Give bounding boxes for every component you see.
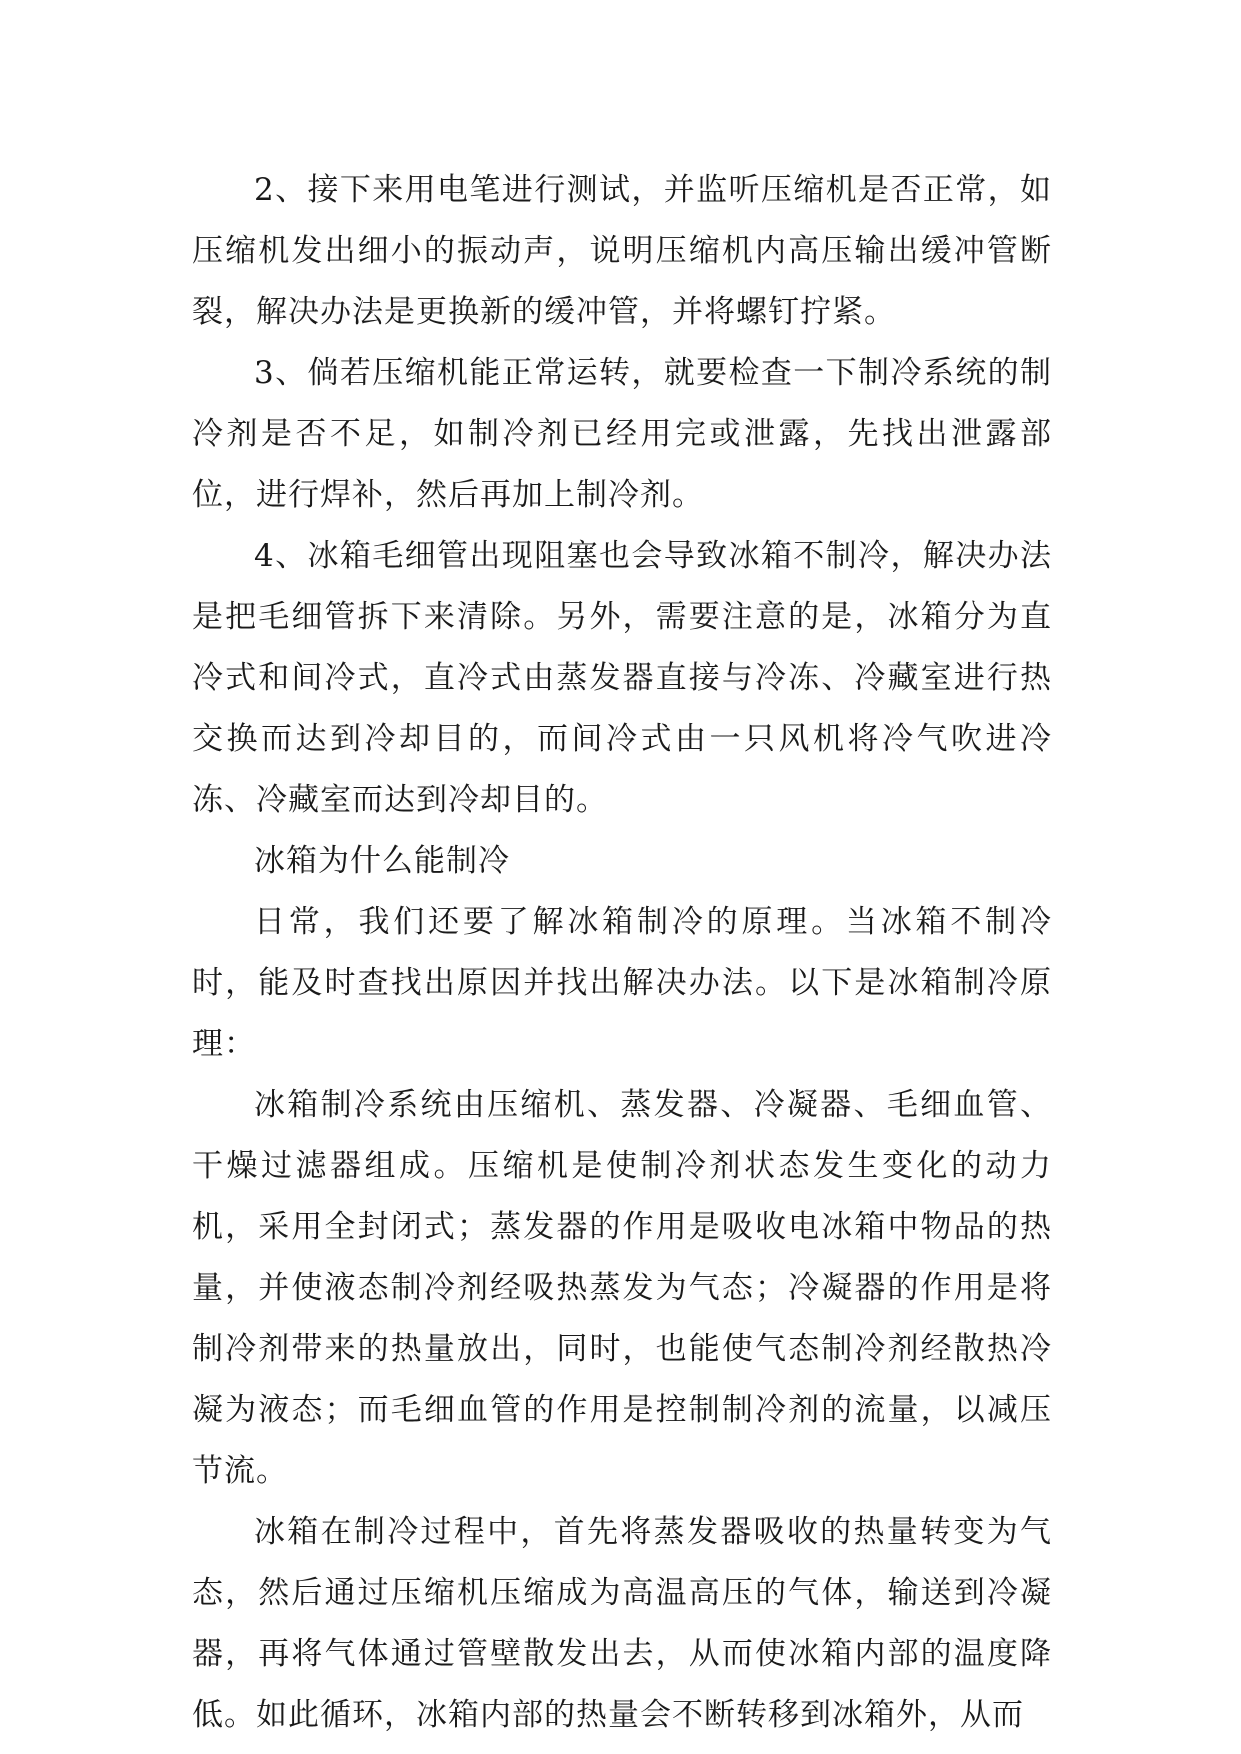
paragraph-refrigerant-check: 3、倘若压缩机能正常运转，就要检查一下制冷系统的制冷剂是否不足，如制冷剂已经用完或泄露，先找出泄露部位，进行焊补，然后再加上制冷剂。 [192, 355, 1052, 513]
paragraph-capillary-blockage: 4、冰箱毛细管出现阻塞也会导致冰箱不制冷，解决办法是把毛细管拆下来清除。另外，需要注意的是，冰箱分为直冷式和间冷式，直冷式由蒸发器直接与冷冻、冷藏室进行热交换而达到冷却目的，而间冷式由一只风机将冷气吹进冷冻、冷藏室而达到冷却目的。 [192, 538, 1052, 818]
paragraph-compressor-test: 2、接下来用电笔进行测试，并监听压缩机是否正常，如压缩机发出细小的振动声，说明压缩机内高压输出缓冲管断裂，解决办法是更换新的缓冲管，并将螺钉拧紧。 [192, 172, 1052, 330]
paragraph-principle-intro: 日常，我们还要了解冰箱制冷的原理。当冰箱不制冷时，能及时查找出原因并找出解决办法。以下是冰箱制冷原理： [192, 904, 1052, 1062]
document-body [192, 160, 1052, 1746]
paragraph-system-components: 冰箱制冷系统由压缩机、蒸发器、冷凝器、毛细血管、干燥过滤器组成。压缩机是使制冷剂状态发生变化的动力机，采用全封闭式；蒸发器的作用是吸收电冰箱中物品的热量，并使液态制冷剂经吸热蒸发为气态；冷凝器的作用是将制冷剂带来的热量放出，同时，也能使气态制冷剂经散热冷凝为液态；而毛细血管的作用是控制制冷剂的流量，以减压节流。 [192, 1087, 1052, 1489]
paragraph-cooling-process: 冰箱在制冷过程中，首先将蒸发器吸收的热量转变为气态，然后通过压缩机压缩成为高温高压的气体，输送到冷凝器，再将气体通过管壁散发出去，从而使冰箱内部的温度降低。如此循环，冰箱内部的热量会不断转移到冰箱外，从而 [192, 1514, 1052, 1733]
section-heading: 冰箱为什么能制冷 [254, 843, 510, 879]
